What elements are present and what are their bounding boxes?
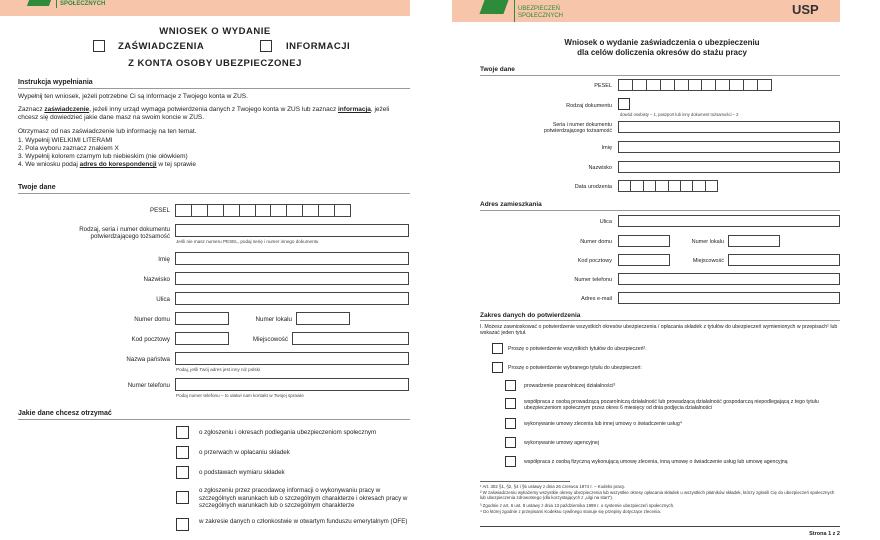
sub-option-checkbox-5[interactable]: [505, 456, 516, 467]
page-number: Strona 1 z 2: [809, 531, 840, 537]
page-gap: [430, 0, 452, 540]
scope-heading: Zakres danych do potwierdzenia: [480, 312, 581, 319]
document-type-label: Rodzaj dokumentu: [566, 103, 612, 109]
option-checkbox-4[interactable]: [176, 491, 189, 504]
all-titles-label: Proszę o potwierdzenie wszystkich tytułów do ubezpieczeń².: [508, 346, 647, 352]
section-rule: [18, 419, 410, 420]
sub-option-checkbox-4[interactable]: [505, 437, 516, 448]
first-name-input[interactable]: [175, 252, 409, 265]
apartment-number-input[interactable]: [296, 312, 350, 325]
option-label-3: o podstawach wymiaru składek: [199, 469, 285, 476]
country-hint: Podaj, jeśli Twój adres jest inny niż polski: [176, 367, 260, 372]
street-input[interactable]: [618, 215, 840, 227]
sub-option-label-5: współpraca z osobą fizyczną wykonującą umowę zlecenia, inną umowę o świadczenie usług lub umowę agencyjną: [524, 459, 788, 465]
country-input[interactable]: [175, 352, 409, 365]
option-checkbox-2[interactable]: [176, 446, 189, 459]
phone-input[interactable]: [618, 273, 840, 285]
document-series-label-2: potwierdzającego tożsamość: [543, 128, 612, 134]
house-number-input[interactable]: [618, 235, 670, 247]
form-page-right: [452, 0, 880, 540]
zus-logo-icon: [27, 0, 51, 6]
apartment-number-input[interactable]: [728, 235, 780, 247]
phone-label: Numer telefonu: [127, 382, 170, 389]
section-rule: [480, 320, 840, 321]
form-title-line1: WNIOSEK O WYDANIE: [159, 26, 271, 37]
sub-option-label-2: współpraca z osobą prowadzącą pozarolniczą działalność lub prowadzącą działalność gospodarczą niepodlegającą z tego tytułu ubezpieczeniom społecznym przez okres 6 miesięcy od dnia podjęcia działalności: [524, 399, 819, 412]
footnote-2: ² W zaświadczeniu wykażemy wszystkie okresy ubezpieczenia lub wszystkie okresy opłacania składek u wszystkich płatników składek, którzy zgłosili Cię do ubezpieczeń społecznych lub ubezpieczenia zdrowotnego (dla korzystających z „ulgi na start”).: [480, 490, 835, 501]
pesel-label: PESEL: [594, 83, 612, 89]
document-input[interactable]: [175, 224, 409, 237]
house-number-label: Numer domu: [580, 239, 612, 245]
sub-option-label-3: wykonywanie umowy zlecenia lub innej umowy o świadczenie usług⁴: [524, 421, 682, 427]
form-page-left: [0, 0, 430, 540]
apartment-number-label: Numer lokalu: [255, 316, 292, 323]
street-label: Ulica: [156, 296, 170, 303]
country-label: Nazwa państwa: [126, 356, 170, 363]
section-rule: [480, 75, 840, 76]
selected-title-label: Proszę o potwierdzenie wybranego tytułu do ubezpieczeń:: [508, 365, 642, 371]
address-heading: Adres zamieszkania: [480, 201, 542, 208]
pesel-input[interactable]: [175, 204, 351, 217]
document-type-input[interactable]: [618, 98, 630, 110]
postal-code-label: Kod pocztowy: [131, 336, 170, 343]
logo-divider: [514, 0, 515, 22]
logo-text-line1: UBEZPIECZEŃ: [518, 6, 561, 12]
pesel-label: PESEL: [150, 207, 170, 214]
document-series-label-1: Seria i numer dokumentu: [552, 122, 612, 128]
option-label-2: o przerwach w opłacaniu składek: [199, 449, 290, 456]
pesel-input[interactable]: [618, 79, 772, 91]
instructions-item-1: 1. Wypełnij WIELKIMI LITERAMI: [18, 137, 113, 144]
sub-option-label-4: wykonywanie umowy agencyjnej: [524, 440, 599, 446]
document-type-hint: dowód osobisty – 1, paszport lub inny dokument tożsamości – 2: [620, 112, 739, 117]
header-band: [452, 0, 840, 22]
all-titles-checkbox[interactable]: [492, 343, 503, 354]
last-name-label: Nazwisko: [588, 165, 612, 171]
last-name-input[interactable]: [618, 161, 840, 173]
form-code: USP: [792, 2, 819, 17]
form-title-line3: Z KONTA OSOBY UBEZPIECZONEJ: [128, 58, 302, 69]
instructions-item-4: 4. We wniosku podaj adres do korespondencji w tej sprawie: [18, 161, 196, 168]
phone-label: Numer telefonu: [574, 277, 612, 283]
footnote-rule: [480, 481, 570, 482]
document-label-line2: potwierdzającego tożsamość: [90, 233, 170, 240]
apartment-number-label: Numer lokalu: [691, 239, 724, 245]
instructions-item-3: 3. Wypełnij kolorem czarnym lub niebieskim (nie ołówkiem): [18, 153, 188, 160]
logo-text-line2: SPOŁECZNYCH: [518, 13, 564, 19]
instructions-item-2: 2. Pola wyboru zaznacz znakiem X: [18, 145, 119, 152]
email-label: Adres e-mail: [581, 296, 612, 302]
footnote-3: ³ Zgodnie z art. 6 ust. 8 ustawy z dnia 13 października 1998 r. o systemie ubezpieczeń społecznych.: [480, 503, 675, 508]
city-input[interactable]: [728, 254, 840, 266]
requested-data-heading: Jakie dane chcesz otrzymać: [18, 410, 112, 417]
informacji-checkbox[interactable]: [260, 40, 272, 52]
your-data-heading: Twoje dane: [18, 184, 56, 191]
zus-logo-icon: [479, 0, 508, 14]
logo-text: SPOŁECZNYCH: [60, 1, 106, 7]
birth-date-label: Data urodzenia: [574, 184, 612, 190]
last-name-label: Nazwisko: [143, 276, 170, 283]
postal-code-input[interactable]: [175, 332, 229, 345]
sub-option-label-1: prowadzenie pozarolniczej działalności³: [524, 383, 616, 389]
selected-title-checkbox[interactable]: [492, 362, 503, 373]
instructions-p3: Otrzymasz od nas zaświadczenie lub informację na ten temat.: [18, 128, 197, 135]
birth-date-input[interactable]: [618, 180, 718, 192]
section-rule: [18, 88, 410, 89]
city-label: Miejscowość: [252, 336, 288, 343]
form-title-line2: dla celów doliczenia okresów do stażu pracy: [577, 48, 747, 57]
option-label-1: o zgłoszeniu i okresach podlegania ubezpieczeniom społecznym: [199, 429, 377, 436]
first-name-label: Imię: [158, 256, 170, 263]
option-label-5: w zakresie danych o członkostwie w otwartym funduszu emerytalnym (OFE): [199, 518, 408, 525]
section-rule: [480, 210, 840, 211]
page-bottom-rule: [480, 526, 840, 527]
document-hint: Jeśli nie masz numeru PESEL, podaj serię i numer innego dokumentu: [176, 239, 319, 244]
house-number-input[interactable]: [175, 312, 229, 325]
last-name-input[interactable]: [175, 272, 409, 285]
form-title-line1: Wniosek o wydanie zaświadczenia o ubezpieczeniu: [564, 38, 760, 47]
first-name-input[interactable]: [618, 141, 840, 153]
house-number-label: Numer domu: [134, 316, 170, 323]
option-checkbox-5[interactable]: [176, 518, 189, 531]
city-input[interactable]: [292, 332, 409, 345]
footnote-1: ¹ Art. 302 §1, §2, §4 i §5 ustawy z dnia 26 czerwca 1974 r. – Kodeks pracy.: [480, 484, 626, 489]
zaswiadczenia-checkbox[interactable]: [93, 40, 105, 52]
informacji-label: INFORMACJI: [286, 41, 351, 52]
scope-intro: I. Możesz zawnioskować o potwierdzenie wszystkich okresów ubezpieczenia / opłacania składek z tytułów do ubezpieczeń wymienionych w przepisach¹ lub wskazać jeden tytuł.: [480, 324, 838, 337]
email-input[interactable]: [618, 292, 840, 304]
instructions-heading: Instrukcja wypełniania: [18, 79, 93, 86]
section-rule: [18, 193, 410, 194]
sub-option-checkbox-2[interactable]: [505, 398, 516, 409]
option-checkbox-1[interactable]: [176, 426, 189, 439]
logo-divider: [56, 0, 57, 8]
phone-input[interactable]: [175, 378, 409, 391]
city-label: Miejscowość: [692, 258, 724, 264]
postal-code-label: Kod pocztowy: [577, 258, 612, 264]
postal-code-input[interactable]: [618, 254, 670, 266]
instructions-p2: Zaznacz zaświadczenie, jeżeli inny urząd wymaga potwierdzenia danych z Twojego konta w ZUS lub zaznacz informacja, jeżeli chcesz się dowiedzieć jakie dane masz na swoim koncie w ZUS.: [18, 106, 390, 121]
street-label: Ulica: [599, 219, 612, 225]
sub-option-checkbox-1[interactable]: [505, 380, 516, 391]
option-label-4: o zgłoszeniu przez pracodawcę informacji o wykonywaniu pracy w szczególnych warunkach lub o szczególnym charakterze i okresach pracy w szczególnych warunkach lub o szczególnym charakterze: [199, 487, 408, 509]
zaswiadczenia-label: ZAŚWIADCZENIA: [118, 41, 205, 52]
document-label-line1: Rodzaj, seria i numer dokumentu: [79, 226, 170, 233]
phone-hint: Podaj numer telefonu – to ułatwi nam kontakt w Twojej sprawie: [176, 393, 304, 398]
sub-option-checkbox-3[interactable]: [505, 418, 516, 429]
footnote-4: ⁴ Do której zgodnie z przepisami Kodeksu cywilnego stosuje się przepisy dotyczące zlecenia.: [480, 509, 662, 514]
document-series-input[interactable]: [618, 121, 840, 133]
instructions-p1: Wypełnij ten wniosek, jeżeli potrzebne Ci są informacje z Twojego konta w ZUS.: [18, 93, 248, 100]
first-name-label: Imię: [601, 145, 612, 151]
street-input[interactable]: [175, 292, 409, 305]
option-checkbox-3[interactable]: [176, 466, 189, 479]
your-data-heading: Twoje dane: [480, 66, 515, 73]
